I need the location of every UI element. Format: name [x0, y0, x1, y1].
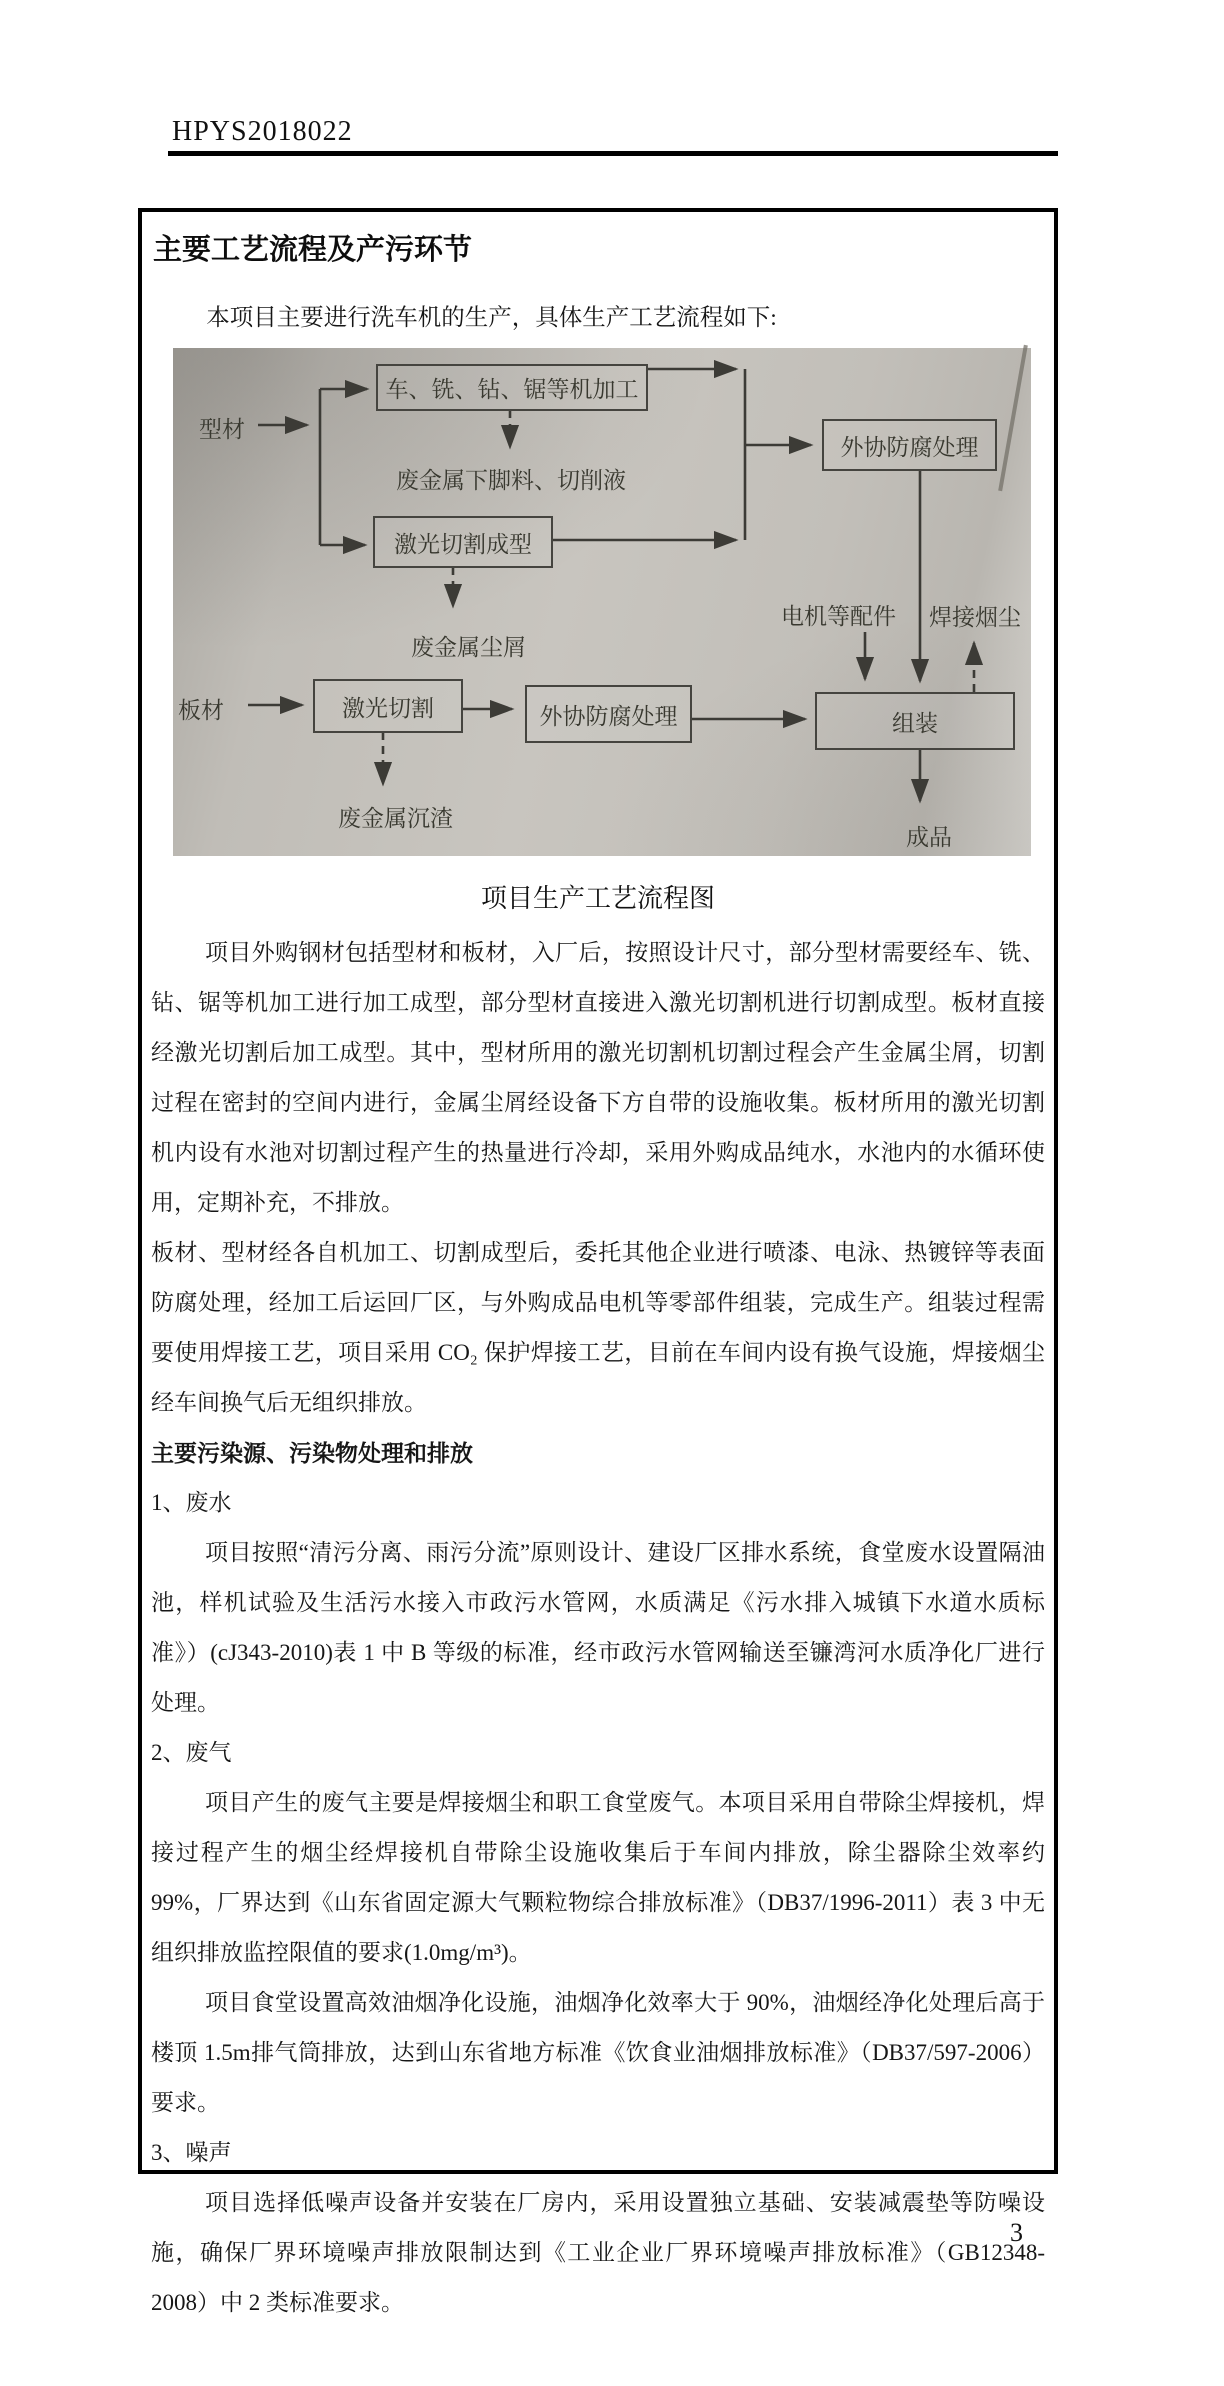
flow-node-laser-cutting: 激光切割	[313, 679, 463, 733]
paragraph-process-assembly: 板材、型材经各自机加工、切割成型后，委托其他企业进行喷漆、电泳、热镀锌等表面防腐处理，经加工后运回厂区，与外购成品电机等零部件组装，完成生产。组装过程需要使用焊接工艺，项目采用 CO₂ 保护焊接工艺，目前在车间内设有换气设施，焊接烟尘经车间换气后无组织排放。	[151, 1240, 1045, 1415]
flow-label-scrap-cutting-fluid: 废金属下脚料、切削液	[396, 468, 626, 493]
flowchart-caption: 项目生产工艺流程图	[480, 884, 715, 913]
subsection-noise-label: 3、噪声	[151, 2140, 232, 2165]
flow-label-scrap-metal-dust: 废金属尘屑	[411, 635, 526, 660]
flow-node-outsourced-anticorrosion-mid: 外协防腐处理	[525, 685, 692, 743]
body-text	[151, 928, 1045, 2328]
flow-label-motor-parts: 电机等配件	[781, 604, 896, 629]
flow-node-outsourced-anticorrosion-top: 外协防腐处理	[822, 419, 997, 471]
flow-label-finished-product: 成品	[906, 825, 952, 850]
content-frame	[138, 208, 1058, 2315]
flow-label-profile-material: 型材	[199, 417, 245, 442]
flow-node-machining: 车、铣、钻、锯等机加工	[376, 364, 648, 411]
paragraph-process-detail: 项目外购钢材包括型材和板材，入厂后，按照设计尺寸，部分型材需要经车、铣、钻、锯等机加工进行加工成型，部分型材直接进入激光切割机进行切割成型。板材直接经激光切割后加工成型。其中，型材所用的激光切割机切割过程会产生金属尘屑，切割过程在密封的空间内进行，金属尘屑经设备下方自带的设施收集。板材所用的激光切割机内设有水池对切割过程产生的热量进行冷却，采用外购成品纯水，水池内的水循环使用，定期补充，不排放。	[151, 940, 1045, 1215]
paragraph-wastegas-welding: 项目产生的废气主要是焊接烟尘和职工食堂废气。本项目采用自带除尘焊接机，焊接过程产生的烟尘经焊接机自带除尘设施收集后于车间内排放，除尘器除尘效率约 99%，厂界达到《山东省固定源大气颗粒物综合排放标准》（DB37/1996-2011）表 3 中无组织排放监控限值的要求(1.0mg/m³)。	[151, 1790, 1045, 1965]
flow-label-plate-material: 板材	[178, 698, 224, 723]
section-title-process: 主要工艺流程及产污环节	[153, 234, 473, 266]
header-rule	[168, 151, 1058, 156]
flow-label-welding-fume: 焊接烟尘	[929, 605, 1021, 630]
flow-node-laser-forming: 激光切割成型	[373, 516, 553, 568]
subsection-wastegas-label: 2、废气	[151, 1740, 232, 1765]
paragraph-noise: 项目选择低噪声设备并安装在厂房内，采用设置独立基础、安装减震垫等防噪设施，确保厂界环境噪声排放限制达到《工业企业厂界环境噪声排放标准》（GB12348-2008）中 2 类标准要求。	[151, 2190, 1045, 2315]
flowchart-photo	[173, 348, 1031, 856]
page-number: 3	[1010, 2218, 1023, 2247]
document-code: HPYS2018022	[172, 116, 353, 147]
intro-paragraph: 本项目主要进行洗车机的生产，具体生产工艺流程如下:	[206, 305, 777, 331]
flow-node-assembly: 组装	[815, 692, 1015, 750]
paragraph-wastegas-kitchen: 项目食堂设置高效油烟净化设施，油烟净化效率大于 90%，油烟经净化处理后高于楼顶 1.5m排气筒排放，达到山东省地方标准《饮食业油烟排放标准》（DB37/597-2006）要求。	[151, 1990, 1045, 2115]
section-title-pollution: 主要污染源、污染物处理和排放	[151, 1440, 473, 1466]
paragraph-wastewater: 项目按照“清污分离、雨污分流”原则设计、建设厂区排水系统，食堂废水设置隔油池，样机试验及生活污水接入市政污水管网，水质满足《污水排入城镇下水道水质标准》）(cJ343-2010)表 1 中 B 等级的标准，经市政污水管网输送至镰湾河水质净化厂进行处理。	[151, 1540, 1045, 1715]
flow-label-scrap-metal-residue: 废金属沉渣	[338, 806, 453, 831]
subsection-wastewater-label: 1、废水	[151, 1490, 232, 1515]
